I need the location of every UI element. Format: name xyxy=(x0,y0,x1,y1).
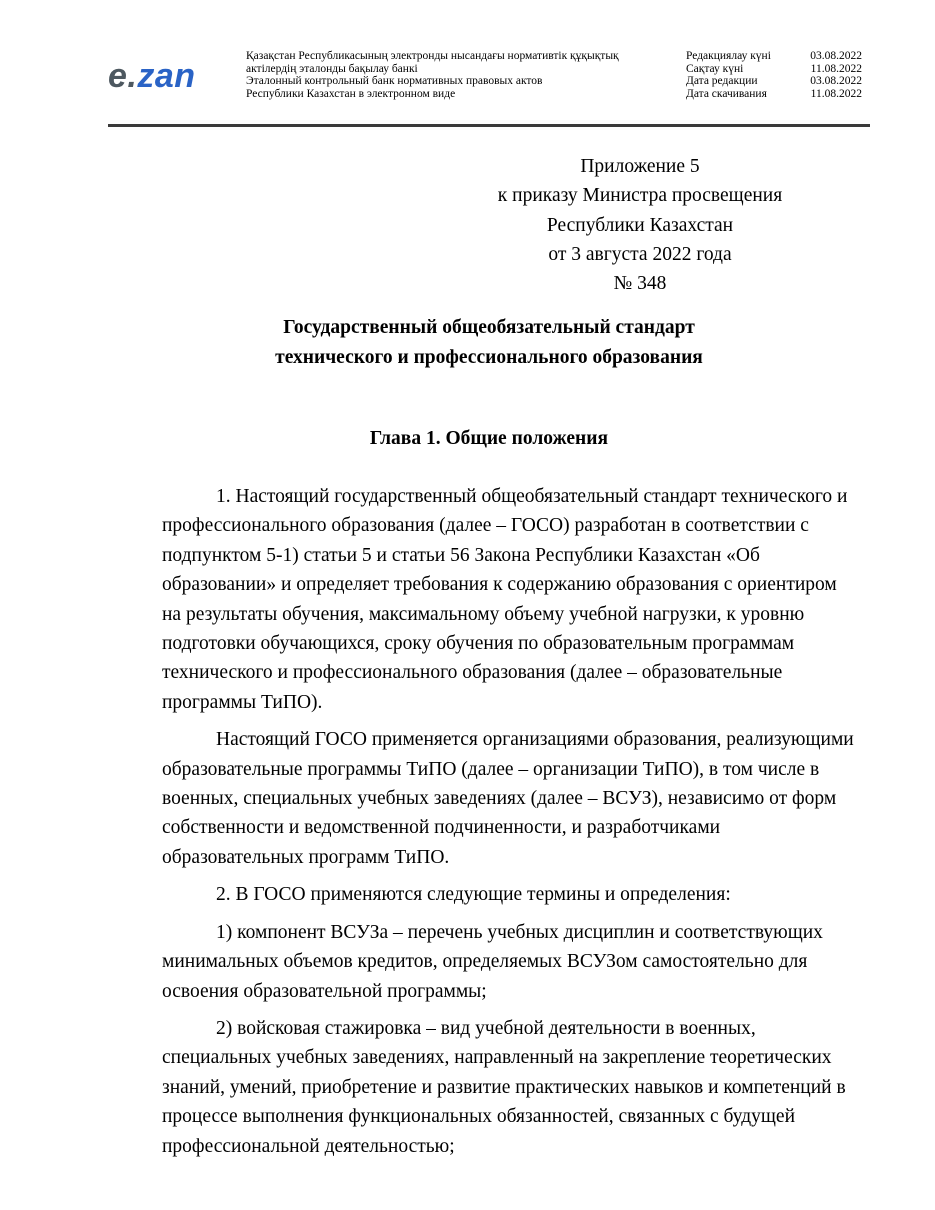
appendix-line: № 348 xyxy=(613,273,667,295)
text-line: Настоящий ГОСО применяется организациями образования, реализующими xyxy=(216,729,854,751)
date-row xyxy=(686,50,862,63)
appendix-line: от 3 августа 2022 года xyxy=(548,243,732,265)
appendix-line: к приказу Министра просвещения xyxy=(497,185,783,207)
date-label: Дата редакции xyxy=(686,75,758,87)
text-line: образовании» и определяет требования к содержанию образования с ориентиром xyxy=(162,574,837,596)
text-line: образовательных программ ТиПО. xyxy=(162,846,450,868)
logo-part-e: e. xyxy=(108,56,138,95)
paragraph xyxy=(108,880,870,909)
header-org-line: Қазақстан Республикасының электронды нысандағы нормативтік құқықтық xyxy=(246,50,619,62)
ezan-logo xyxy=(108,52,196,100)
date-value: 11.08.2022 xyxy=(810,62,862,75)
header-divider xyxy=(108,124,870,127)
header-org-line: актілердің эталонды бақылау банкі xyxy=(246,62,418,75)
header-dates xyxy=(686,50,862,100)
paragraph xyxy=(108,918,870,1006)
title-line: технического и профессионального образования xyxy=(275,346,703,368)
text-line: 2. В ГОСО применяются следующие термины и определения: xyxy=(216,884,731,906)
text-line: программы ТиПО). xyxy=(162,691,323,713)
date-label: Редакциялау күні xyxy=(686,50,771,62)
header-org-line: Республики Казахстан в электронном виде xyxy=(246,87,456,100)
logo-part-zan: zan xyxy=(137,56,196,95)
paragraph xyxy=(108,482,870,717)
paragraph xyxy=(108,725,870,872)
date-label: Сақтау күні xyxy=(686,62,744,75)
date-row xyxy=(686,88,862,101)
paragraph xyxy=(108,1014,870,1161)
chapter-heading: Глава 1. Общие положения xyxy=(369,428,609,449)
text-line: знаний, умений, приобретение и развитие практических навыков и компетенций в xyxy=(162,1076,846,1098)
document-body xyxy=(108,482,870,1169)
text-line: 1) компонент ВСУЗа – перечень учебных дисциплин и соответствующих xyxy=(216,921,823,943)
appendix-line: Приложение 5 xyxy=(580,156,700,177)
text-line: специальных учебных заведениях, направленный на закрепление теоретических xyxy=(162,1047,832,1069)
date-value: 11.08.2022 xyxy=(810,87,862,100)
text-line: подготовки обучающихся, сроку обучения по образовательным программам xyxy=(162,633,795,655)
text-line: подпунктом 5-1) статьи 5 и статьи 56 Закона Республики Казахстан «Об xyxy=(162,544,760,566)
text-line: военных, специальных учебных заведениях (далее – ВСУЗ), независимо от форм xyxy=(162,788,837,810)
date-value: 03.08.2022 xyxy=(810,50,862,62)
date-row xyxy=(686,63,862,76)
text-line: освоения образовательной программы; xyxy=(162,980,487,1002)
appendix-block xyxy=(440,152,840,298)
text-line: профессиональной деятельностью; xyxy=(162,1135,455,1157)
date-row xyxy=(686,75,862,88)
date-label: Дата скачивания xyxy=(686,87,767,100)
document-title xyxy=(108,313,870,372)
text-line: образовательные программы ТиПО (далее – организации ТиПО), в том числе в xyxy=(162,758,820,780)
title-line: Государственный общеобязательный стандарт xyxy=(283,317,695,338)
text-line: собственности и ведомственной подчиненности, и разработчиками xyxy=(162,817,721,839)
text-line: профессионального образования (далее – ГОСО) разработан в соответствии с xyxy=(162,515,809,537)
text-line: 2) войсковая стажировка – вид учебной деятельности в военных, xyxy=(216,1017,756,1039)
date-value: 03.08.2022 xyxy=(810,75,862,87)
header-org-line: Эталонный контрольный банк нормативных правовых актов xyxy=(246,75,543,87)
text-line: технического и профессионального образования (далее – образовательные xyxy=(162,662,783,684)
header-organization xyxy=(246,50,666,100)
text-line: на результаты обучения, максимальному объему учебной нагрузки, к уровню xyxy=(162,603,805,625)
text-line: минимальных объемов кредитов, определяемых ВСУЗом самостоятельно для xyxy=(162,951,808,973)
appendix-line: Республики Казахстан xyxy=(546,214,734,236)
text-line: 1. Настоящий государственный общеобязательный стандарт технического и xyxy=(216,486,848,507)
text-line: процессе выполнения функциональных обязанностей, связанных с будущей xyxy=(162,1106,796,1128)
